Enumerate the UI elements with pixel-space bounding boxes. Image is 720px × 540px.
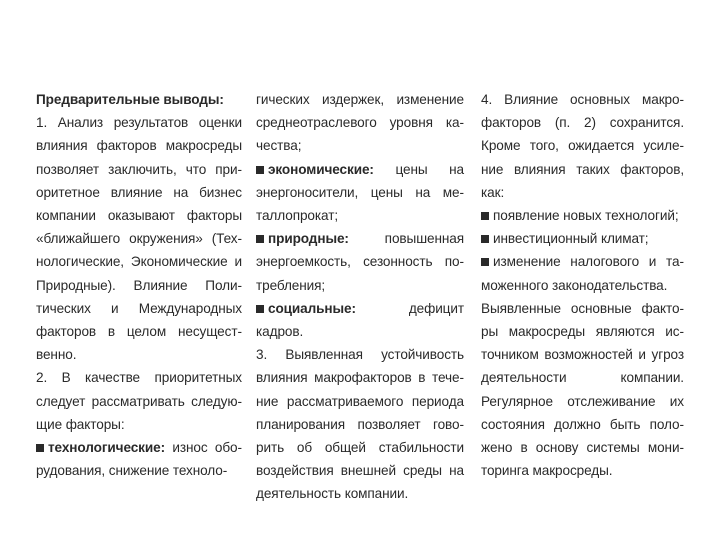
section-heading: Предварительные выводы:: [36, 92, 224, 107]
continuation-text: гических издержек, изменение среднеотраслевого уровня качества;: [256, 92, 464, 154]
bullet-legislation: [481, 250, 684, 296]
square-bullet-icon: [481, 235, 489, 243]
conclusion-2: 2. В качестве приоритетных следует рассматривать следующие факторы:: [36, 370, 242, 432]
bullet-text: цены на энергоносители, цены на металлопрокат;: [256, 161, 464, 224]
conclusion-4: 4. Влияние основных макрофакторов (п. 2) сохранится. Кроме того, ожидается усиление влияния таких факторов, как:: [481, 92, 684, 200]
bullet-text: дефицит кадров.: [256, 300, 464, 340]
bullet-label: социальные:: [268, 300, 356, 316]
bullet-label: технологические:: [48, 440, 166, 456]
bullet-natural: [256, 227, 464, 297]
bullet-label: экономические:: [268, 161, 374, 177]
square-bullet-icon: [481, 258, 489, 266]
square-bullet-icon: [36, 444, 44, 452]
bullet-text: повышенная энергоемкость, сезонность потребления;: [256, 231, 464, 293]
bullet-text: изменение налогового и таможенного законодательства.: [481, 254, 684, 293]
square-bullet-icon: [481, 212, 489, 220]
square-bullet-icon: [256, 305, 264, 313]
square-bullet-icon: [256, 235, 264, 243]
bullet-text: инвестиционный климат;: [493, 231, 649, 247]
column-1: [36, 88, 242, 482]
bullet-social: [256, 297, 464, 343]
bullet-technological: [36, 436, 242, 482]
bullet-text: появление новых технологий;: [493, 208, 679, 224]
bullet-label: природные:: [268, 231, 349, 247]
column-3: [481, 88, 684, 482]
conclusion-3: 3. Выявленная устойчивость влияния макрофакторов в течение рассматриваемого периода планирования позволяет говорить об общей стабильности воздействия внешней среды на деятельность компании.: [256, 347, 464, 502]
conclusion-5: Выявленные основные факторы макросреды являются источником возможностей и угроз деятельности компании. Регулярное отслеживание их состояния должно быть положено в основу системы мониторинга макросреды.: [481, 300, 684, 479]
bullet-new-tech: [481, 204, 684, 227]
conclusion-1: 1. Анализ результатов оценки влияния факторов макросреды позволяет заключить, что приоритетное влияние на бизнес компании оказывают факторы «ближайшего окружения» (Технологические, Экономические и Природные). Влияние Политических и Международных факторов в целом несущественно.: [36, 115, 242, 363]
bullet-text: износ оборудования, снижение техноло-: [36, 440, 242, 479]
column-2: [256, 88, 464, 506]
square-bullet-icon: [256, 166, 264, 174]
bullet-economic: [256, 158, 464, 228]
bullet-investment: [481, 227, 684, 250]
